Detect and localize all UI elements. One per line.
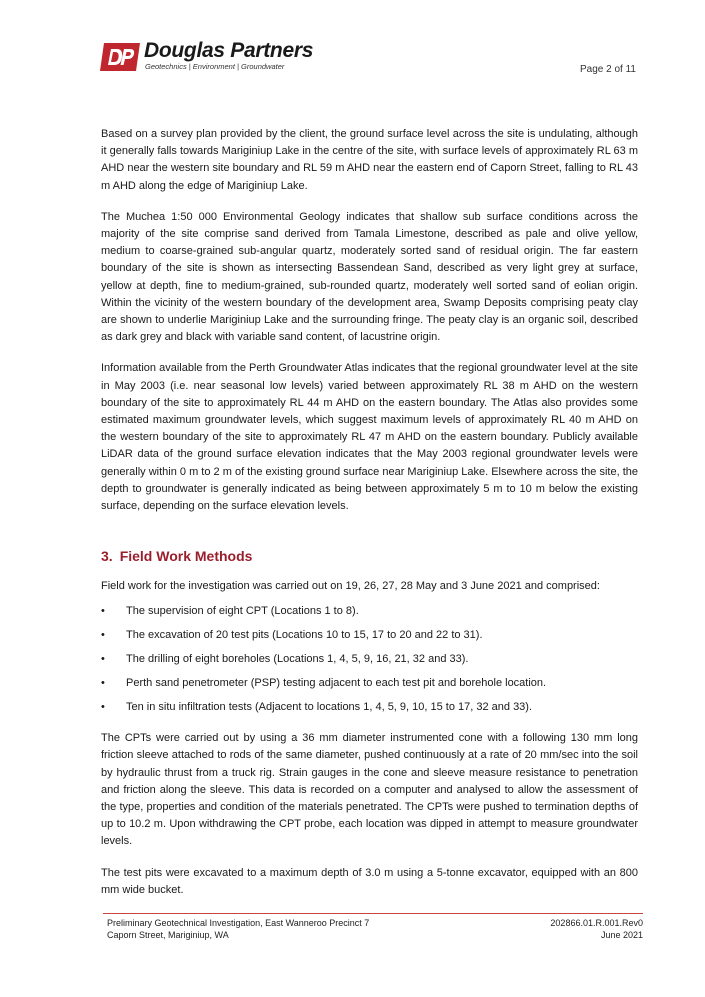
footer-divider	[103, 913, 643, 914]
list-item-text: Perth sand penetrometer (PSP) testing adjacent to each test pit and borehole location.	[126, 677, 547, 690]
list-item-text: The drilling of eight boreholes (Locations 1, 4, 5, 9, 16, 21, 32 and 33).	[126, 653, 469, 666]
footer-title-line1: Preliminary Geotechnical Investigation, East Wanneroo Precinct 7	[107, 918, 370, 928]
bullet-icon: •	[101, 653, 105, 666]
list-item	[101, 675, 638, 692]
section-title: Field Work Methods	[119, 548, 253, 565]
footer-title-line2: Caporn Street, Mariginiup, WA	[107, 930, 229, 940]
list-item-text: The excavation of 20 test pits (Locations 10 to 15, 17 to 20 and 22 to 31).	[126, 629, 483, 642]
geology-paragraph: The Muchea 1:50 000 Environmental Geology indicates that shallow sub surface conditions across the majority of the site comprise sand derived from Tamala Limestone, described as pale and olive yellow, medium to coarse-grained sub-angular quartz, moderately sorted sand of residual origin. The far eastern boundary of the site is shown as intersecting Bassendean Sand, described as very light grey at surface, yellow at depth, fine to medium-grained, sub-rounded quartz, moderately well sorted sand of eolian origin. Within the vicinity of the western boundary of the development area, Swamp Deposits comprising peaty clay are shown to underlie Mariginiup Lake and the surrounding fringe. The peaty clay is an organic soil, described as dark grey and black with variable sand content, of lacustrine origin.	[101, 210, 638, 344]
section-heading	[101, 548, 638, 564]
bullet-icon: •	[101, 605, 105, 618]
list-item	[101, 699, 638, 716]
test-pit-paragraph: The test pits were excavated to a maximum depth of 3.0 m using a 5-tonne excavator, equipped with an 800 mm wide bucket.	[101, 866, 638, 896]
bullet-icon: •	[101, 629, 105, 642]
footer-ref: 202866.01.R.001.Rev0	[550, 918, 643, 928]
footer-report-title	[107, 917, 369, 941]
page-content	[101, 126, 638, 913]
groundwater-paragraph: Information available from the Perth Groundwater Atlas indicates that the regional groundwater level at the site in May 2003 (i.e. near seasonal low levels) varied between approximately RL 38 m AHD on the western boundary of the site to approximately RL 44 m AHD on the eastern boundary. The Atlas also provides some estimated maximum groundwater levels, which suggest maximum levels of approximately RL 40 m AHD on the western boundary of the site to approximately RL 47 m AHD on the eastern boundary. Publicly available LiDAR data of the ground surface elevation indicates that the May 2003 regional groundwater levels were generally within 0 m to 2 m of the existing ground surface near Mariginiup Lake. Elsewhere across the site, the depth to groundwater is generally indicated as being between approximately 5 m to 10 m below the existing surface, depending on the surface elevation levels.	[101, 362, 638, 513]
logo-company-name: Douglas Partners	[144, 39, 314, 62]
list-item-text: Ten in situ infiltration tests (Adjacent to locations 1, 4, 5, 9, 10, 15 to 17, 32 and 33).	[126, 701, 533, 714]
list-item	[101, 603, 638, 620]
douglas-partners-logo-icon	[100, 43, 140, 71]
cpt-paragraph: The CPTs were carried out by using a 36 mm diameter instrumented cone with a following 130 mm long friction sleeve attached to rods of the same diameter, pushed continuously at a rate of 20 mm/sec into the soil by hydraulic thrust from a truck rig. Strain gauges in the cone and sleeve measure resistance to penetration and friction along the sleeve. This data is recorded on a computer and analysed to allow the assessment of the type, properties and condition of the materials penetrated. The CPTs were pushed to termination depths of up to 10.2 m. Upon withdrawing the CPT probe, each location was dipped in attempt to measure groundwater levels.	[101, 732, 638, 848]
survey-paragraph: Based on a survey plan provided by the client, the ground surface level across the site is undulating, although it generally falls towards Mariginiup Lake in the centre of the site, with surface levels of approximately RL 63 m AHD near the western site boundary and RL 59 m AHD near the eastern end of Caporn Street, falling to RL 43 m AHD along the edge of Mariginiup Lake.	[101, 128, 638, 192]
company-logo	[100, 39, 330, 74]
list-item	[101, 627, 638, 644]
footer-report-ref	[500, 917, 643, 941]
footer-date: June 2021	[600, 930, 643, 940]
fieldwork-intro: Field work for the investigation was carried out on 19, 26, 27, 28 May and 3 June 2021 and comprised:	[101, 580, 600, 593]
section-number: 3.	[101, 548, 113, 565]
bullet-icon: •	[101, 677, 105, 690]
logo-tagline: Geotechnics | Environment | Groundwater	[145, 62, 285, 71]
list-item-text: The supervision of eight CPT (Locations 1 to 8).	[126, 605, 359, 618]
page-number: Page 2 of 11	[580, 64, 636, 75]
bullet-icon: •	[101, 701, 105, 714]
fieldwork-list	[101, 603, 638, 716]
list-item	[101, 651, 638, 668]
